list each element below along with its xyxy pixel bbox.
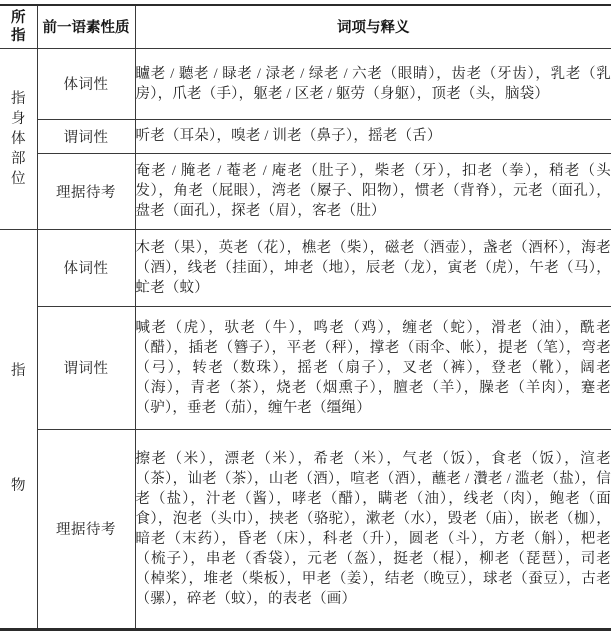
morpheme-type-cell: 体词性 xyxy=(37,229,135,306)
items-cell: 擦老（米），漂老（米），希老（米），气老（饭），食老（饭），渲老（茶），讪老（茶），山老（酒），喧老（酒），蘸老 / 灒老 / 滥老（盐），信老（盐），汁老（酱），哮老（醋），瞒老（油），线老（肉），鲍老（面食），泡老（头巾），挟老（骆驼），漱老（水），毁老（庙），嵌老（枷），暗老（末药），昏老（床），科老（升），圆老（斗），方老（斛），杷老（梳子），串老（香袋），元老（盔），挺老（棍），柳老（琵琶），司老（棹桨），堆老（柴板），甲老（姜），结老（晚豆），球老（蚕豆），古老（骡），碎老（蚊），的表老（画） xyxy=(135,429,611,629)
table-row xyxy=(0,48,611,119)
morpheme-classification-table xyxy=(0,4,611,631)
table-row xyxy=(0,229,611,306)
group-label-things-text: 指 物 xyxy=(11,363,26,494)
items-cell: 木老（果），英老（花），樵老（柴），磁老（酒壶），盏老（酒杯），海老（酒），线老（挂面），坤老（地），辰老（龙），寅老（虎），午老（马），虻老（蚊） xyxy=(135,229,611,306)
header-referent xyxy=(0,5,37,48)
table-row xyxy=(0,306,611,429)
morpheme-type-cell: 谓词性 xyxy=(37,119,135,153)
group-label-body-parts-text: 指 身 体 部 位 xyxy=(11,90,26,187)
morpheme-type-cell: 谓词性 xyxy=(37,306,135,429)
morpheme-type-cell: 理据待考 xyxy=(37,153,135,229)
header-referent-label: 所 指 xyxy=(11,9,26,44)
morpheme-type-cell: 理据待考 xyxy=(37,429,135,629)
morpheme-type-cell: 体词性 xyxy=(37,48,135,119)
items-cell: 奄老 / 腌老 / 菴老 / 庵老（肚子），柴老（牙），扣老（拳），稍老（头发），角老（屁眼），湾老（屪子、阳物），惯老（背脊），元老（面孔），盘老（面孔），探老（眉），客老（肚） xyxy=(135,153,611,229)
header-morpheme-type: 前一语素性质 xyxy=(37,5,135,48)
table-row xyxy=(0,429,611,629)
items-cell: 喊老（虎），驮老（牛），鸣老（鸡），缠老（蛇），滑老（油），酰老（醋），插老（簪子），平老（秤），撑老（雨伞、帐），提老（笔），弯老（弓），转老（数珠），摇老（扇子），叉老（裤），登老（靴），阔老（海），青老（茶），烧老（烟熏子），膻老（羊），臊老（羊肉），蹇老（驴），垂老（茄），缠午老（缰绳） xyxy=(135,306,611,429)
table-row xyxy=(0,153,611,229)
header-items-gloss: 词项与释义 xyxy=(135,5,611,48)
group-label-things xyxy=(0,229,37,629)
group-label-body-parts xyxy=(0,48,37,229)
items-cell: 矑老 / 聽老 / 睩老 / 渌老 / 绿老 / 六老（眼睛），齿老（牙齿），乳老（乳房），爪老（手），躯老 / 区老 / 躯劳（身躯），顶老（头，脑袋） xyxy=(135,48,611,119)
table-row xyxy=(0,119,611,153)
items-cell: 听老（耳朵），嗅老 / 训老（鼻子），摇老（舌） xyxy=(135,119,611,153)
header-row xyxy=(0,5,611,48)
